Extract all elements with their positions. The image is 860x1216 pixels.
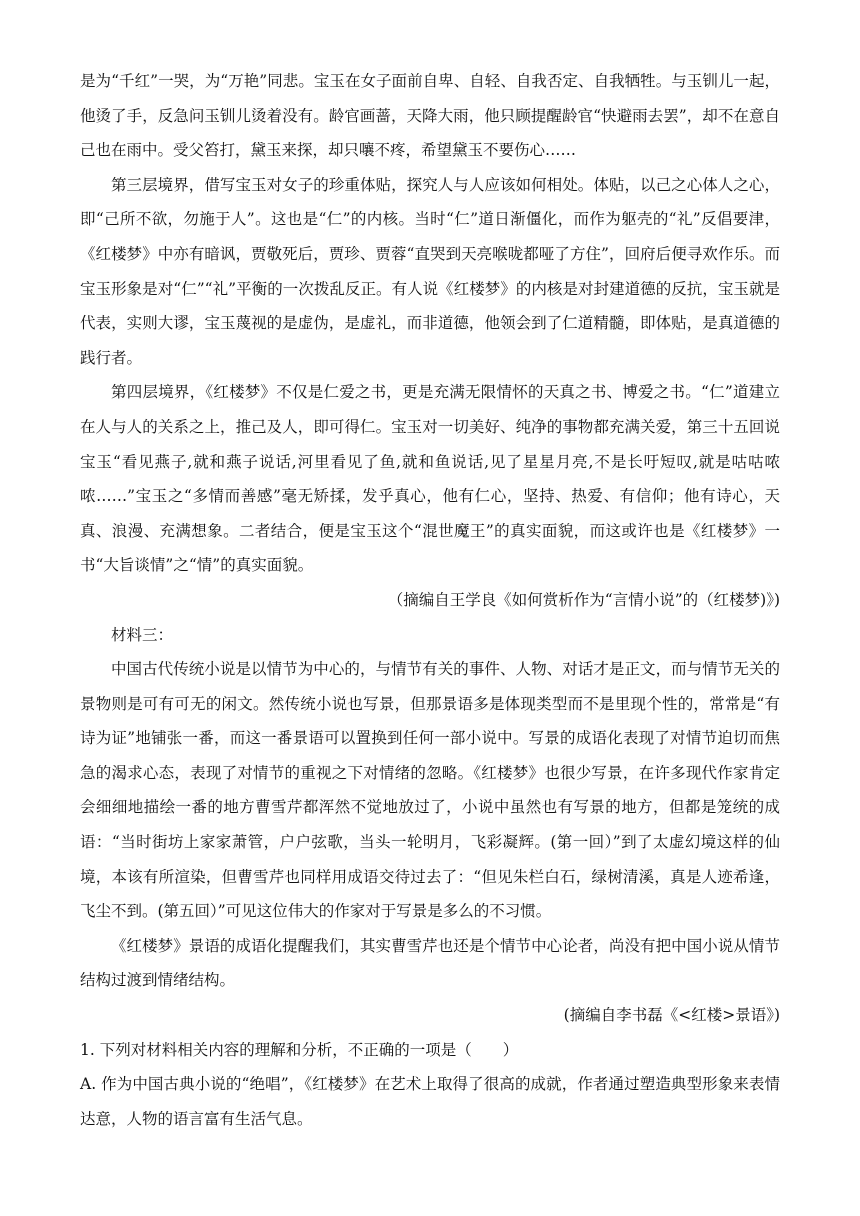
material2-paragraph-3: 第四层境界，《红楼梦》不仅是仁爱之书，更是充满无限情怀的天真之书、博爱之书。“仁”道建立在人与人的关系之上，推己及人，即可得仁。宝玉对一切美好、纯净的事物都充满关爱，第三十五回说宝玉“看见燕子,就和燕子说话,河里看见了鱼,就和鱼说话,见了星星月亮,不是长吁短叹,就是咕咕哝哝……”宝玉之“多情而善感”毫无矫揉，发乎真心，他有仁心，坚持、热爱、有信仰；他有诗心，天真、浪漫、充满想象。二者结合，便是宝玉这个“混世魔王”的真实面貌，而这或许也是《红楼梦》一书“大旨谈情”之“情”的真实面貌。 [80, 383, 780, 575]
material3-paragraph-2: 《红楼梦》景语的成语化提醒我们，其实曹雪芹也还是个情节中心论者，尚没有把中国小说从情节结构过渡到情绪结构。 [80, 936, 780, 990]
material3-paragraph-1: 中国古代传统小说是以情节为中心的，与情节有关的事件、人物、对话才是正文，而与情节无关的景物则是可有可无的闲文。然传统小说也写景，但那景语多是体现类型而不是里现个性的，常常是“有诗为证”地铺张一番，而这一番景语可以置换到任何一部小说中。写景的成语化表现了对情节迫切而焦急的渴求心态，表现了对情节的重视之下对情绪的忽略。《红楼梦》也很少写景，在许多现代作家肯定会细细地描绘一番的地方曹雪芹都浑然不觉地放过了，小说中虽然也有写景的地方，但都是笼统的成语：“当时街坊上家家萧管，户户弦歌，当头一轮明月，飞彩凝辉。(第一回）”到了太虚幻境这样的仙境，本该有所渲染，但曹雪芹也同样用成语交待过去了：“但见朱栏白石，绿树清溪，真是人迹希逢，飞尘不到。(第五回）”可见这位伟大的作家对于写景是多么的不习惯。 [80, 660, 780, 921]
material3-source: (摘编自李书磊《<红楼>景语》) [563, 1006, 780, 1025]
material2-source: （摘编自王学良《如何赏析作为“言情小说”的（红楼梦)》) [387, 590, 780, 609]
question-1-stem: 1. 下列对材料相关内容的理解和分析，不正确的一项是（ ） [80, 1040, 519, 1059]
question-1-option-a: A. 作为中国古典小说的“绝唱”，《红楼梦》在艺术上取得了很高的成就，作者通过塑造典型形象来表情达意，人物的语言富有生活气息。 [80, 1075, 780, 1128]
material2-paragraph-2: 第三层境界，借写宝玉对女子的珍重体贴，探究人与人应该如何相处。体贴，以己之心体人之心，即“己所不欲，勿施于人”。这也是“仁”的内核。当时“仁”道日渐僵化，而作为躯壳的“礼”反倡要津，《红楼梦》中亦有暗讽，贾敬死后，贾珍、贾蓉“直哭到天亮喉咙都哑了方住”，回府后便寻欢作乐。而宝玉形象是对“仁”“礼”平衡的一次拨乱反正。有人说《红楼梦》的内核是对封建道德的反抗，宝玉就是代表，实则大谬，宝玉蔑视的是虚伪，是虚礼，而非道德，他领会到了仁道精髓，即体贴，是真道德的践行者。 [80, 175, 780, 367]
material2-paragraph-1: 是为“千红”一哭，为“万艳”同悲。宝玉在女子面前自卑、自轻、自我否定、自我牺牲。与玉钏儿一起，他烫了手，反急问玉钏儿烫着没有。龄官画蔷，天降大雨，他只顾提醒龄官“快避雨去罢”，却不在意自己也在雨中。受父笞打，黛玉来探，却只嚷不疼，希望黛玉不要伤心…… [80, 72, 780, 160]
material3-label: 材料三： [111, 625, 174, 644]
